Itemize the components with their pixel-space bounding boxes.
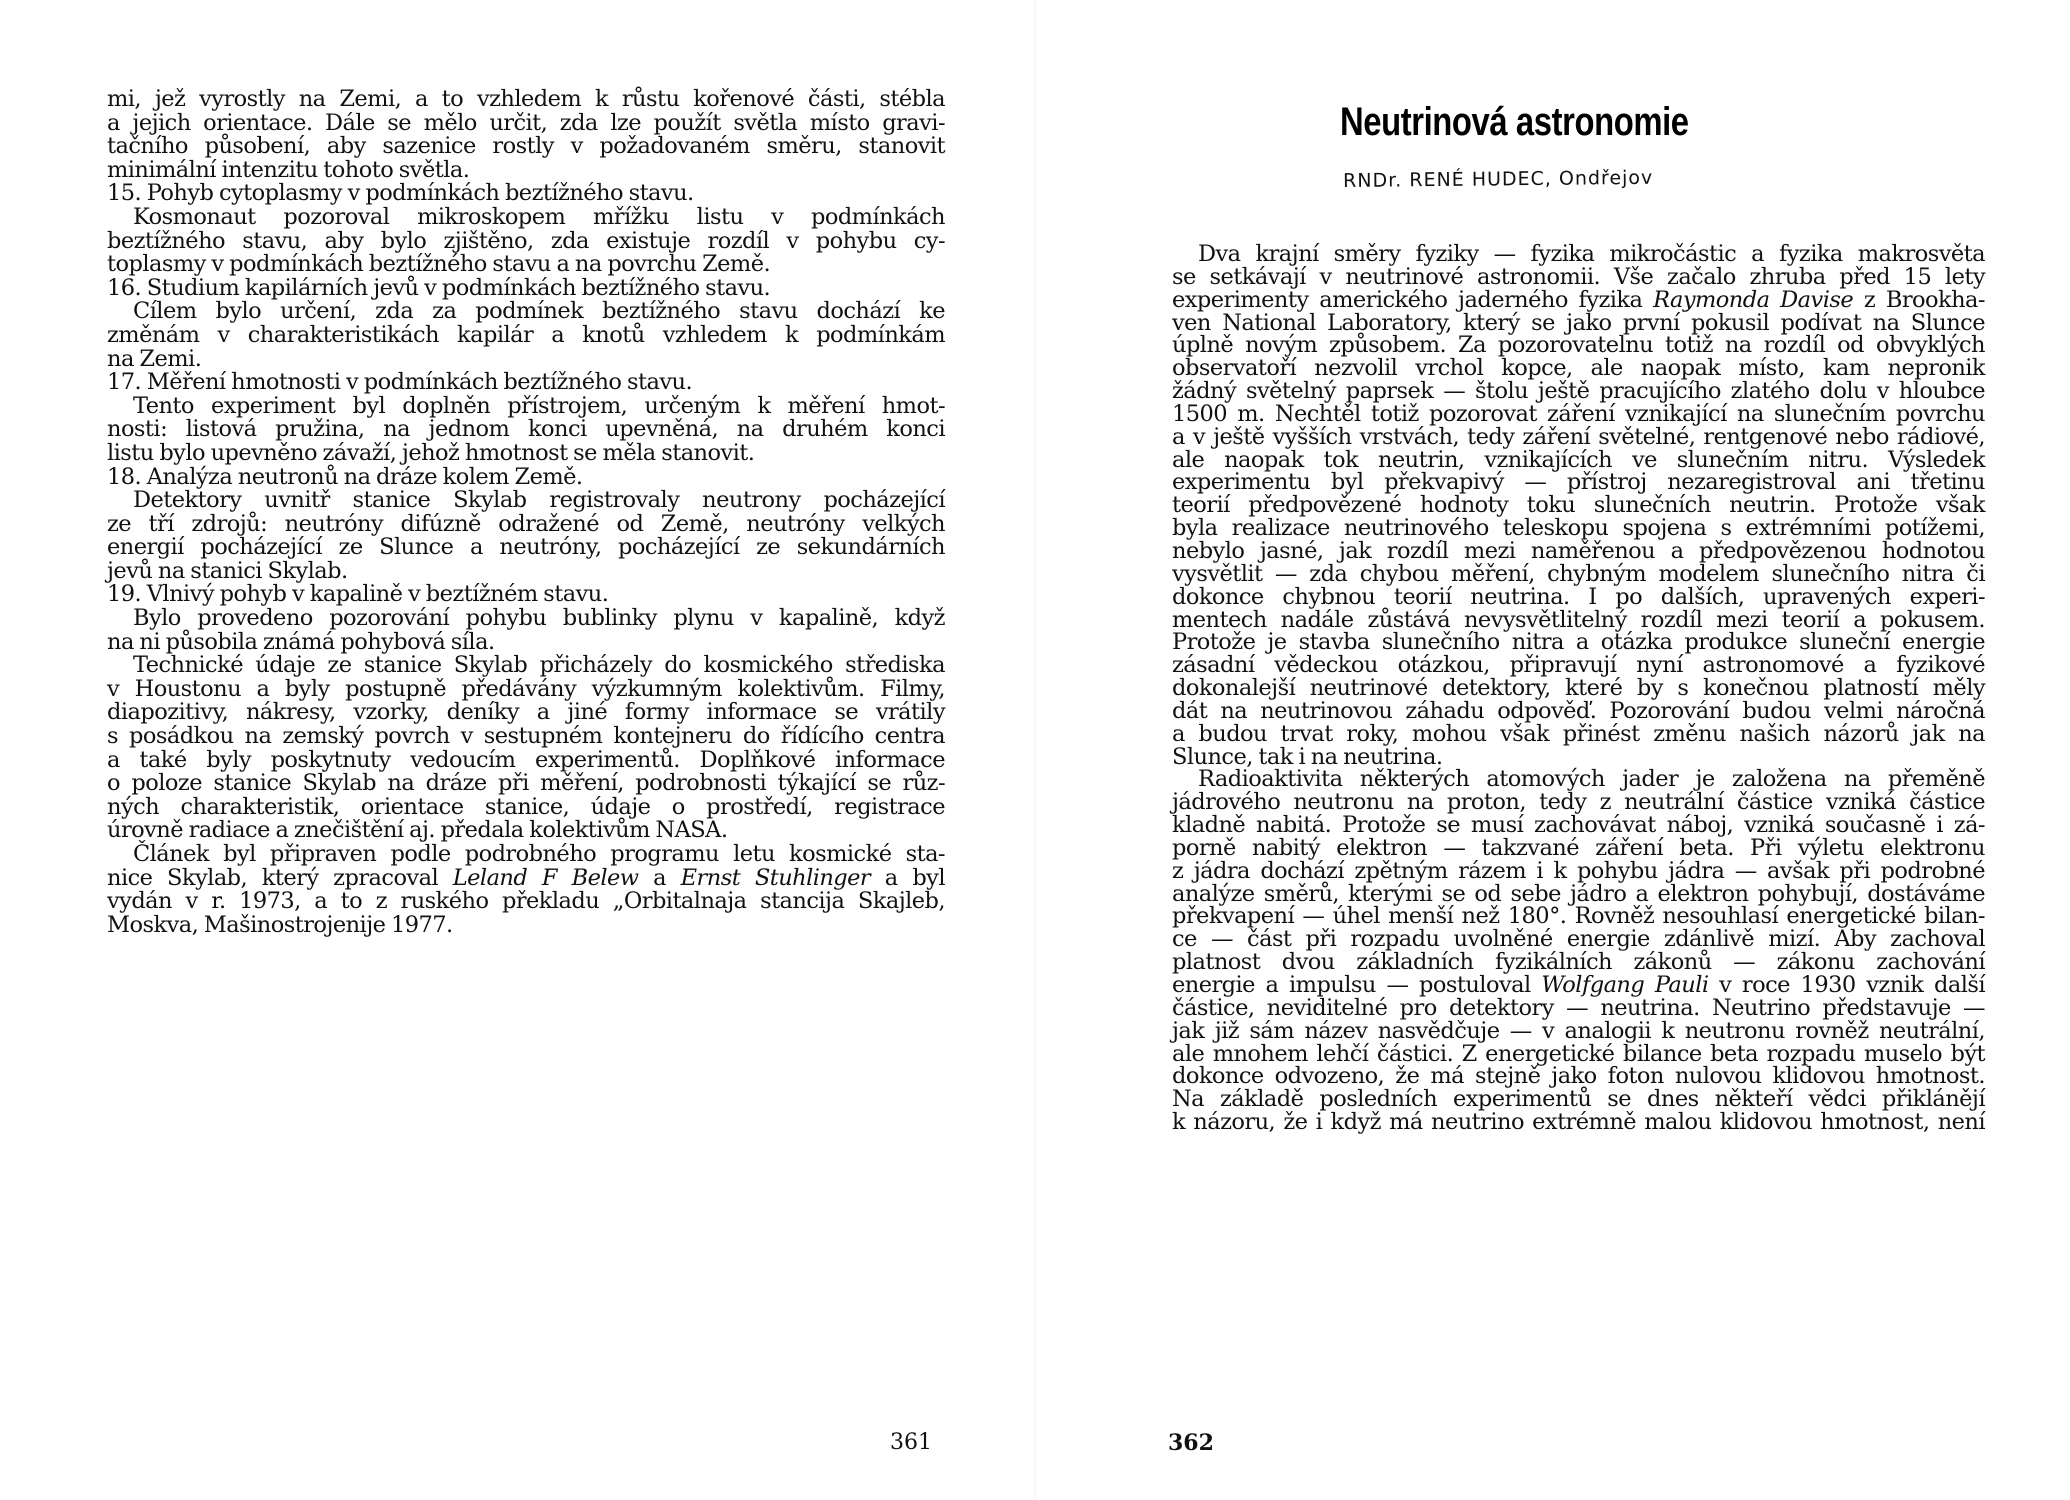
text-line: vydán v r. 1973, a to z ruského překladu „Orbitalnaja stancija Skajleb,: [107, 888, 945, 915]
text-line: nice Skylab, který zpracoval Leland F Belew a Ernst Stuhlinger a byl: [107, 864, 945, 891]
text-line: a jejich orientace. Dále se mělo určit, zda lze použít světla místo gravi-: [107, 109, 945, 136]
text-line: toplasmy v podmínkách beztížného stavu a na povrchu Země.: [107, 251, 771, 278]
text-line: nebylo jasné, jak rozdíl mezi naměřenou a předpovězenou hodnotou: [1172, 537, 1985, 564]
text-line: změnám v charakteristikách kapilár a knotů vzhledem k podmínkám: [107, 321, 945, 348]
text-line: beztížného stavu, aby bylo zjištěno, zda existuje rozdíl v pohybu cy-: [107, 227, 945, 254]
text-line: Dva krajní směry fyziky — fyzika mikročástic a fyzika makrosvěta: [1198, 241, 1985, 267]
text-line: kladně nabitá. Protože se musí zachovávat náboj, vzniká současně i zá-: [1172, 812, 1985, 839]
right-page: [1035, 0, 2070, 1500]
text-line: o poloze stanice Skylab na dráze při měření, podrobnosti týkající se růz-: [107, 770, 945, 797]
text-line: Slunce, tak i na neutrina.: [1172, 743, 1443, 770]
text-line: žádný světelný paprsek — štolu ještě pracujícího zlatého dolu v hloubce: [1172, 378, 1985, 405]
text-line: dokonce odvozeno, že má stejně jako foton nulovou klidovou hmotnost.: [1172, 1063, 1985, 1090]
section-heading-line: 16. Studium kapilárních jevů v podmínkách beztížného stavu.: [107, 274, 771, 301]
text-line: byla realizace neutrinového teleskopu spojena s extrémními potížemi,: [1172, 515, 1985, 542]
text-line: s posádkou na zemský povrch v sestupném kontejneru do řídícího centra: [107, 723, 945, 750]
section-heading-line: 17. Měření hmotnosti v podmínkách beztížného stavu.: [107, 369, 693, 396]
text-line: ale naopak tok neutrin, vznikajících ve slunečním nitru. Výsledek: [1172, 446, 1985, 473]
text-line: jádrového neutronu na proton, tedy z neutrální částice vzniká částice: [1172, 789, 1985, 816]
text-line: 1500 m. Nechtěl totiž pozorovat záření vznikající na slunečním povrchu: [1172, 400, 1985, 427]
page-number-right: 362: [1168, 1430, 1214, 1456]
text-line: observatoří nezvolil vrchol kopce, ale naopak místo, kam nepronik: [1172, 355, 1985, 382]
left-page-text-column: [107, 88, 945, 937]
text-line: nosti: listová pružina, na jednom konci upevněná, na druhém konci: [107, 416, 945, 443]
text-line: dokonce chybnou teorií neutrina. I po dalších, upravených experi-: [1172, 583, 1985, 610]
text-line: v Houstonu a byly postupně předávány výzkumným kolektivům. Filmy,: [107, 675, 945, 702]
text-line: z jádra dochází zpětným rázem i k pohybu jádra — avšak při podrobné: [1172, 857, 1985, 884]
section-heading-line: 18. Analýza neutronů na dráze kolem Země.: [107, 463, 583, 490]
text-line: a budou trvat roky, mohou však přinést změnu našich názorů jak na: [1172, 720, 1985, 747]
text-line: experimentu byl překvapivý — přístroj nezaregistroval ani třetinu: [1172, 469, 1985, 496]
text-line: Moskva, Mašinostrojenije 1977.: [107, 911, 453, 938]
italic-name: Ernst Stuhlinger: [680, 864, 871, 891]
text-line: překvapení — úhel menší než 180°. Rovněž nesouhlasí energetické bilan-: [1172, 903, 1985, 930]
text-line: úrovně radiace a znečištění aj. předala kolektivům NASA.: [107, 817, 728, 844]
text-line: analýze směrů, kterými se od sebe jádro a elektron pohybují, dostáváme: [1172, 880, 1985, 907]
text-line: úplně novým způsobem. Za pozorovatelnu totiž na rozdíl od obvyklých: [1172, 332, 1985, 359]
text-line: na Zemi.: [107, 345, 202, 372]
text-line: listu bylo upevněno závaží, jehož hmotnost se měla stanovit.: [107, 439, 755, 466]
text-line: tačního působení, aby sazenice rostly v požadovaném směru, stanovit: [107, 133, 945, 160]
text-line: Kosmonaut pozoroval mikroskopem mřížku listu v podmínkách: [133, 203, 945, 230]
section-heading-line: 19. Vlnivý pohyb v kapalině v beztížném stavu.: [107, 581, 609, 608]
text-line: Radioaktivita některých atomových jader je založena na přeměně: [1198, 766, 1985, 793]
text-line: jevů na stanici Skylab.: [107, 557, 348, 584]
text-line: jak již sám název nasvědčuje — v analogii k neutronu rovněž neutrální,: [1172, 1017, 1985, 1044]
text-line: vysvětlit — zda chybou měření, chybným modelem slunečního nitra či: [1172, 560, 1985, 587]
text-line: Článek byl připraven podle podrobného programu letu kosmické sta-: [133, 841, 945, 867]
text-line: mi, jež vyrostly na Zemi, a to vzhledem k růstu kořenové části, stébla: [107, 86, 945, 112]
text-line: Protože je stavba slunečního nitra a otázka produkce sluneční energie: [1172, 629, 1985, 656]
text-line: teorií předpovězené hodnoty toku slunečních neutrin. Protože však: [1172, 492, 1985, 519]
section-heading-line: 15. Pohyb cytoplasmy v podmínkách beztížného stavu.: [107, 180, 694, 207]
text-line: se setkávají v neutrinové astronomii. Vše začalo zhruba před 15 lety: [1172, 263, 1985, 290]
text-line: experimenty amerického jaderného fyzika Raymonda Davise z Brookha-: [1172, 286, 1985, 313]
text-line: ale mnohem lehčí částici. Z energetické bilance beta rozpadu muselo být: [1172, 1040, 1985, 1067]
text-line: ce — část při rozpadu uvolněné energie zdánlivě mizí. Aby zachoval: [1172, 926, 1985, 953]
text-line: platnost dvou základních fyzikálních zákonů — zákonu zachování: [1172, 949, 1985, 976]
text-line: ven National Laboratory, který se jako první pokusil podívat na Slunce: [1172, 309, 1985, 336]
text-line: diapozitivy, nákresy, vzorky, deníky a jiné formy informace se vrátily: [107, 699, 945, 726]
text-line: na ni působila známá pohybová síla.: [107, 628, 495, 655]
text-line: Tento experiment byl doplněn přístrojem, určeným k měření hmot-: [133, 392, 945, 419]
text-line: Technické údaje ze stanice Skylab přicházely do kosmického střediska: [133, 652, 945, 679]
text-line: Cílem bylo určení, zda za podmínek beztížného stavu dochází ke: [133, 298, 945, 325]
italic-name: Raymonda Davise: [1653, 286, 1854, 313]
text-line: ze tří zdrojů: neutróny difúzně odražené od Země, neutróny velkých: [107, 510, 945, 537]
text-line: Na základě posledních experimentů se dnes někteří vědci přiklánějí: [1172, 1086, 1985, 1113]
text-line: Detektory uvnitř stanice Skylab registrovaly neutrony pocházející: [133, 487, 945, 514]
text-line: minimální intenzitu tohoto světla.: [107, 156, 470, 183]
text-line: energie a impulsu — postuloval Wolfgang Pauli v roce 1930 vznik další: [1172, 972, 1985, 998]
text-line: zásadní vědeckou otázkou, připravují nyní astronomové a fyzikové: [1172, 652, 1985, 679]
article-title: Neutrinová astronomie: [1340, 100, 1689, 144]
article-author: RNDr. RENÉ HUDEC, Ondřejov: [1343, 166, 1654, 192]
text-line: ných charakteristik, orientace stanice, údaje o prostředí, registrace: [107, 793, 945, 820]
text-line: a v ještě vyšších vrstvách, tedy záření světelné, rentgenové nebo rádiové,: [1172, 423, 1985, 450]
text-line: dokonalejší neutrinové detektory, které by s konečnou platností měly: [1172, 675, 1985, 702]
italic-name: Wolfgang Pauli: [1541, 972, 1709, 998]
text-line: částice, neviditelné pro detektory — neutrina. Neutrino představuje —: [1172, 994, 1985, 1021]
text-line: dát na neutrinovou záhadu odpověď. Pozorování budou velmi náročná: [1172, 697, 1985, 724]
text-line: Bylo provedeno pozorování pohybu bublinky plynu v kapalině, když: [133, 605, 945, 632]
right-page-text-column: [1172, 243, 1985, 1134]
text-line: porně nabitý elektron — takzvané záření beta. Při výletu elektronu: [1172, 834, 1985, 861]
text-line: a také byly poskytnuty vedoucím experimentů. Doplňkové informace: [107, 746, 945, 773]
italic-name: Leland F Belew: [452, 864, 639, 891]
text-line: mentech nadále zůstává nevysvětlitelný rozdíl mezi teorií a pokusem.: [1172, 606, 1985, 633]
text-line: energií pocházející ze Slunce a neutróny, pocházející ze sekundárních: [107, 534, 945, 561]
text-line: k názoru, že i když má neutrino extrémně malou klidovou hmotnost, není: [1172, 1109, 1985, 1136]
page-number-left: 361: [890, 1430, 932, 1455]
